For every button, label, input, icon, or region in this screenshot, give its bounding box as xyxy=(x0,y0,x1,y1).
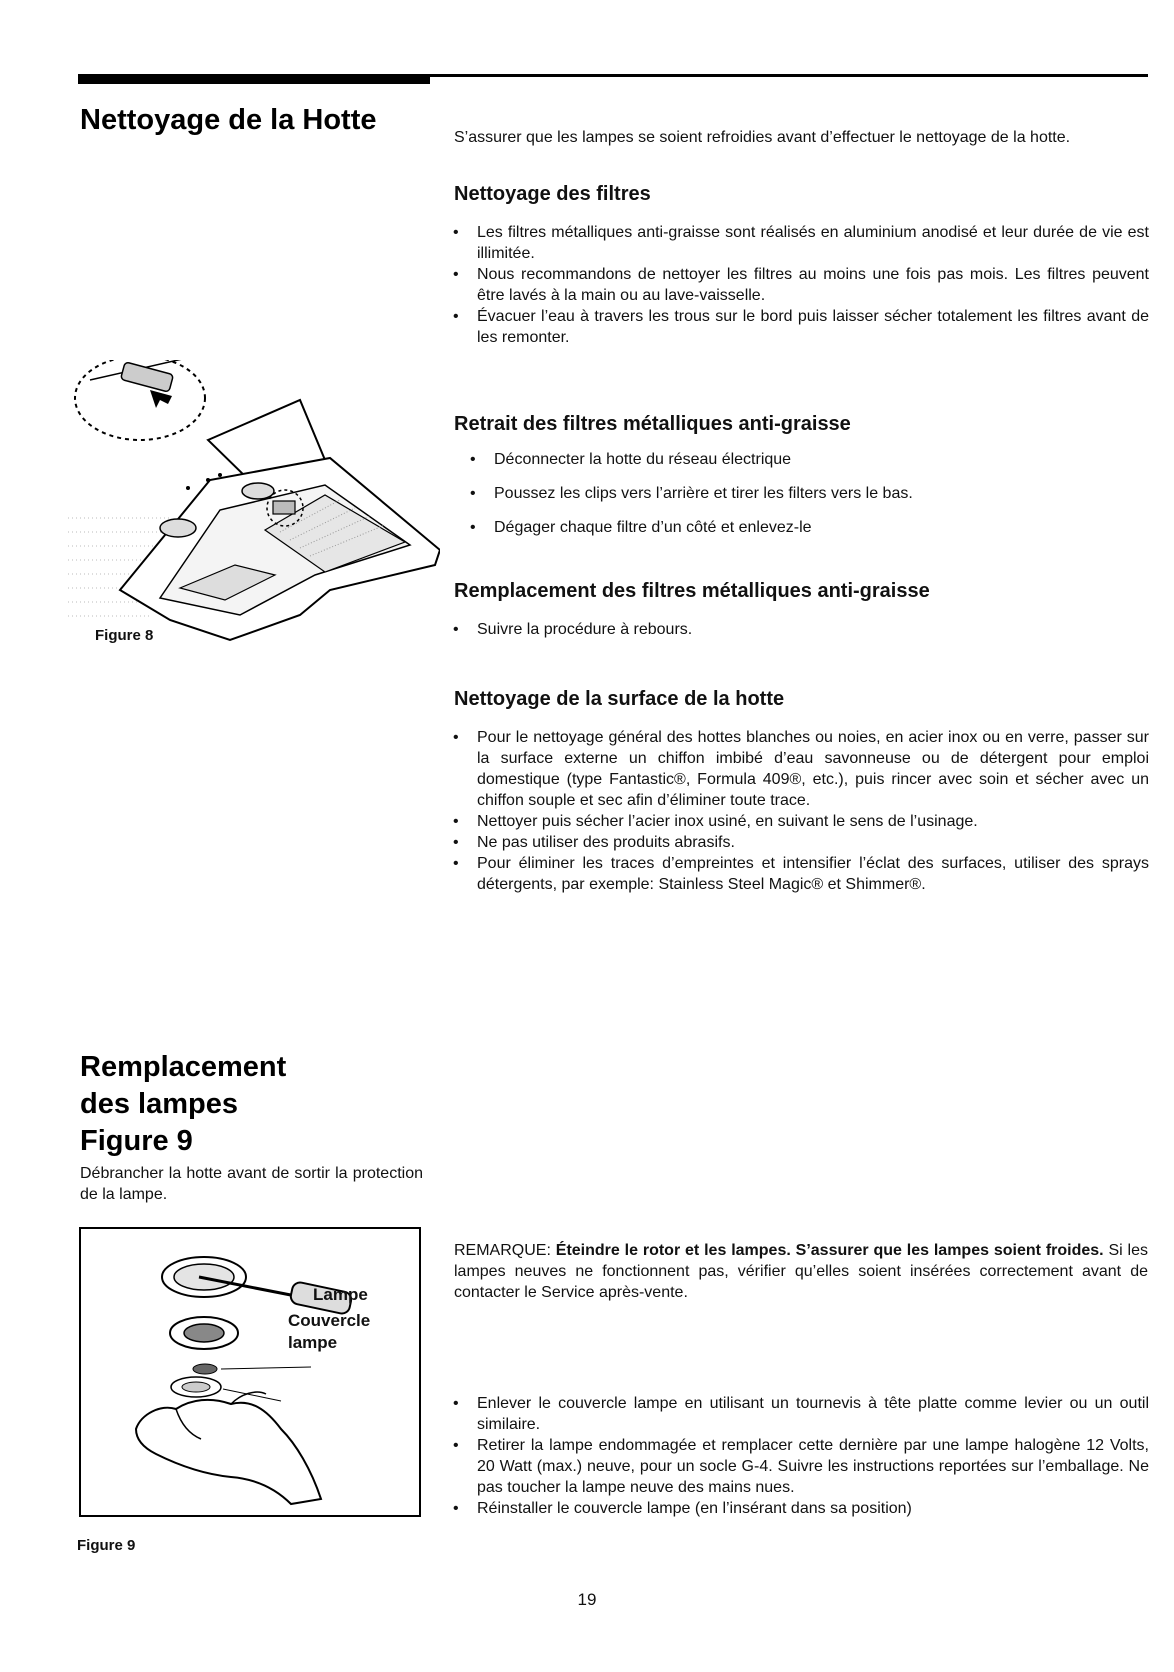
list-item: • Retirer la lampe endommagée et remplacer cette dernière par une lampe halogène 12 Volts, 20 Watt (max.) neuve, pour un socle G-4. Suivre les instructions reportées sur l’emballage. Ne pas toucher la lampe neuve des mains nues. xyxy=(451,1435,1149,1498)
remark-bold: Éteindre le rotor et les lampes. S’assurer que les lampes soient froides. xyxy=(555,1242,1104,1259)
range-hood-illustration xyxy=(60,360,440,660)
lamp-replacement-illustration xyxy=(81,1229,419,1515)
filters-list xyxy=(451,222,1149,348)
removal-list xyxy=(468,449,1128,551)
lamp-steps-list xyxy=(451,1393,1149,1519)
list-item: • Nous recommandons de nettoyer les filtres au moins une fois pas mois. Les filtres peuvent être lavés à la main ou au lave-vaisselle. xyxy=(451,264,1149,306)
section-title-lamps xyxy=(80,1049,410,1160)
filters-heading: Nettoyage des filtres xyxy=(454,183,651,205)
page-number: 19 xyxy=(577,1590,597,1609)
list-item: • Pour éliminer les traces d’empreintes et intensifier l’éclat des surfaces, utiliser des sprays détergents, par exemple: Stainless Steel Magic® et Shimmer®. xyxy=(451,853,1149,895)
title-line: des lampes xyxy=(80,1088,238,1120)
surface-heading: Nettoyage de la surface de la hotte xyxy=(454,688,785,710)
lamps-intro: Débrancher la hotte avant de sortir la protection de la lampe. xyxy=(80,1165,423,1203)
list-item: • Enlever le couvercle lampe en utilisant un tournevis à tête platte comme levier ou un outil similaire. xyxy=(451,1393,1149,1435)
list-item: • Les filtres métalliques anti-graisse sont réalisés en aluminium anodisé et leur durée de vie est illimitée. xyxy=(451,222,1149,264)
remark-rest: Si les lampes neuves ne fonctionnent pas, vérifier qu’elles soient insérées correctement avant de contacter le Service après-vente. xyxy=(454,1242,1149,1301)
list-item: • Pour le nettoyage général des hottes blanches ou noies, en acier inox ou en verre, passer sur la surface externe un chiffon imbibé d’eau savonneuse ou de détergent pour emploi domestique (type Fantastic®, Formula 409®, etc.), puis rincer avec soin et sécher avec un chiffon souple et sec afin d’éliminer toute trace. xyxy=(451,727,1149,811)
title-line: Remplacement xyxy=(80,1051,287,1083)
replacement-heading: Remplacement des filtres métalliques anti-graisse xyxy=(454,580,930,602)
remark-prefix: REMARQUE: xyxy=(454,1242,556,1259)
cover-label-line2: lampe xyxy=(288,1333,338,1352)
lamp-label: Lampe xyxy=(313,1285,368,1304)
title-line: Figure 9 xyxy=(80,1125,193,1157)
removal-heading: Retrait des filtres métalliques anti-graisse xyxy=(454,413,851,435)
list-item: • Poussez les clips vers l’arrière et tirer les filters vers le bas. xyxy=(468,483,1128,504)
surface-list xyxy=(451,727,1149,895)
replacement-list xyxy=(451,619,1111,640)
list-item: • Réinstaller le couvercle lampe (en l’insérant dans sa position) xyxy=(451,1498,1149,1519)
cleaning-intro: S’assurer que les lampes se soient refroidies avant d’effectuer le nettoyage de la hotte. xyxy=(454,129,1071,146)
figure-8-caption: Figure 8 xyxy=(95,627,154,644)
list-item: • Ne pas utiliser des produits abrasifs. xyxy=(451,832,1149,853)
list-item: • Déconnecter la hotte du réseau électrique xyxy=(468,449,1128,470)
figure-9-box xyxy=(79,1227,421,1517)
list-item: • Nettoyer puis sécher l’acier inox usiné, en suivant le sens de l’usinage. xyxy=(451,811,1149,832)
list-item: • Suivre la procédure à rebours. xyxy=(451,619,1111,640)
cover-label-line1: Couvercle xyxy=(288,1311,371,1330)
figure-9-caption: Figure 9 xyxy=(77,1537,136,1554)
remark-text xyxy=(454,1240,1148,1303)
list-item: • Évacuer l’eau à travers les trous sur le bord puis laisser sécher totalement les filtres avant de les remonter. xyxy=(451,306,1149,348)
list-item: • Dégager chaque filtre d’un côté et enlevez-le xyxy=(468,517,1128,538)
header-rule-thin xyxy=(430,74,1148,77)
header-rule-thick xyxy=(78,74,430,84)
section-title-cleaning: Nettoyage de la Hotte xyxy=(80,104,377,136)
